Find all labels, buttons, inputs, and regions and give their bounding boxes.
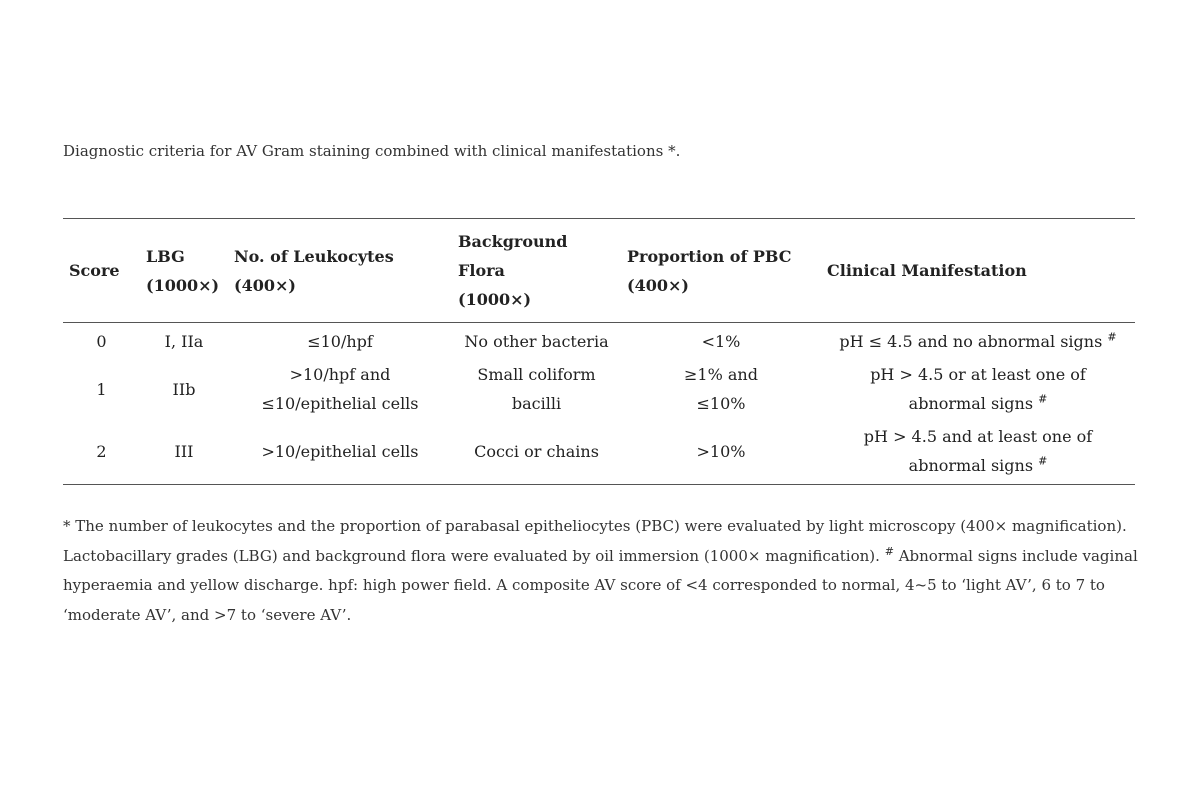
cell-clinical-manifestation: pH ≤ 4.5 and no abnormal signs #: [839, 330, 1117, 351]
cell-score: 1: [96, 379, 107, 399]
cell-background-flora: Small coliform bacilli: [477, 365, 596, 413]
cell-score: 2: [63, 420, 140, 485]
cell-background-flora: No other bacteria: [464, 332, 609, 351]
cell-leukocytes: ≤10/hpf: [307, 332, 373, 351]
table-row: [63, 420, 1135, 485]
diagnostic-criteria-table: [63, 218, 1135, 485]
table-header-row: [63, 219, 1135, 323]
cell-pbc-proportion: >10%: [621, 420, 821, 485]
header-clinical-manifestation: Clinical Manifestation: [821, 219, 1135, 323]
header-leukocytes: No. of Leukocytes (400×): [228, 219, 452, 323]
cell-leukocytes: >10/hpf and ≤10/epithelial cells: [261, 365, 419, 413]
cell-lbg: IIb: [172, 379, 196, 399]
table-footnote: * The number of leukocytes and the proportion of parabasal epitheliocytes (PBC) were evaluated by light microscopy (400× magnification). Lactobacillary grades (LBG) and background flora were evaluated by oil immersion (1000× magnification). # Abnormal signs include vaginal hyperaemia and yellow discharge. hpf: high power field. A composite AV score of <4 corresponded to normal, 4~5 to ‘light AV’, 6 to 7 to ‘moderate AV’, and >7 to ‘severe AV’.: [63, 517, 1138, 624]
header-lbg: LBG (1000×): [140, 219, 228, 323]
cell-leukocytes: >10/epithelial cells: [228, 420, 452, 485]
cell-clinical-manifestation: pH > 4.5 and at least one of abnormal signs #: [821, 420, 1135, 485]
header-pbc-proportion: Proportion of PBC (400×): [621, 219, 821, 323]
cell-lbg: I, IIa: [164, 332, 204, 351]
table-caption: Diagnostic criteria for AV Gram staining combined with clinical manifestations *.: [63, 142, 681, 160]
cell-clinical-manifestation: pH > 4.5 or at least one of abnormal signs #: [870, 365, 1086, 413]
cell-lbg: III: [140, 420, 228, 485]
header-background-flora: Background Flora (1000×): [452, 219, 621, 323]
header-score: Score: [63, 219, 140, 323]
cell-pbc-proportion: ≥1% and ≤10%: [684, 365, 758, 413]
cell-score: 0: [96, 332, 107, 351]
cell-background-flora: Cocci or chains: [452, 420, 621, 485]
cell-pbc-proportion: <1%: [701, 332, 741, 351]
table-row: [63, 358, 1135, 420]
table-row: [63, 323, 1135, 359]
